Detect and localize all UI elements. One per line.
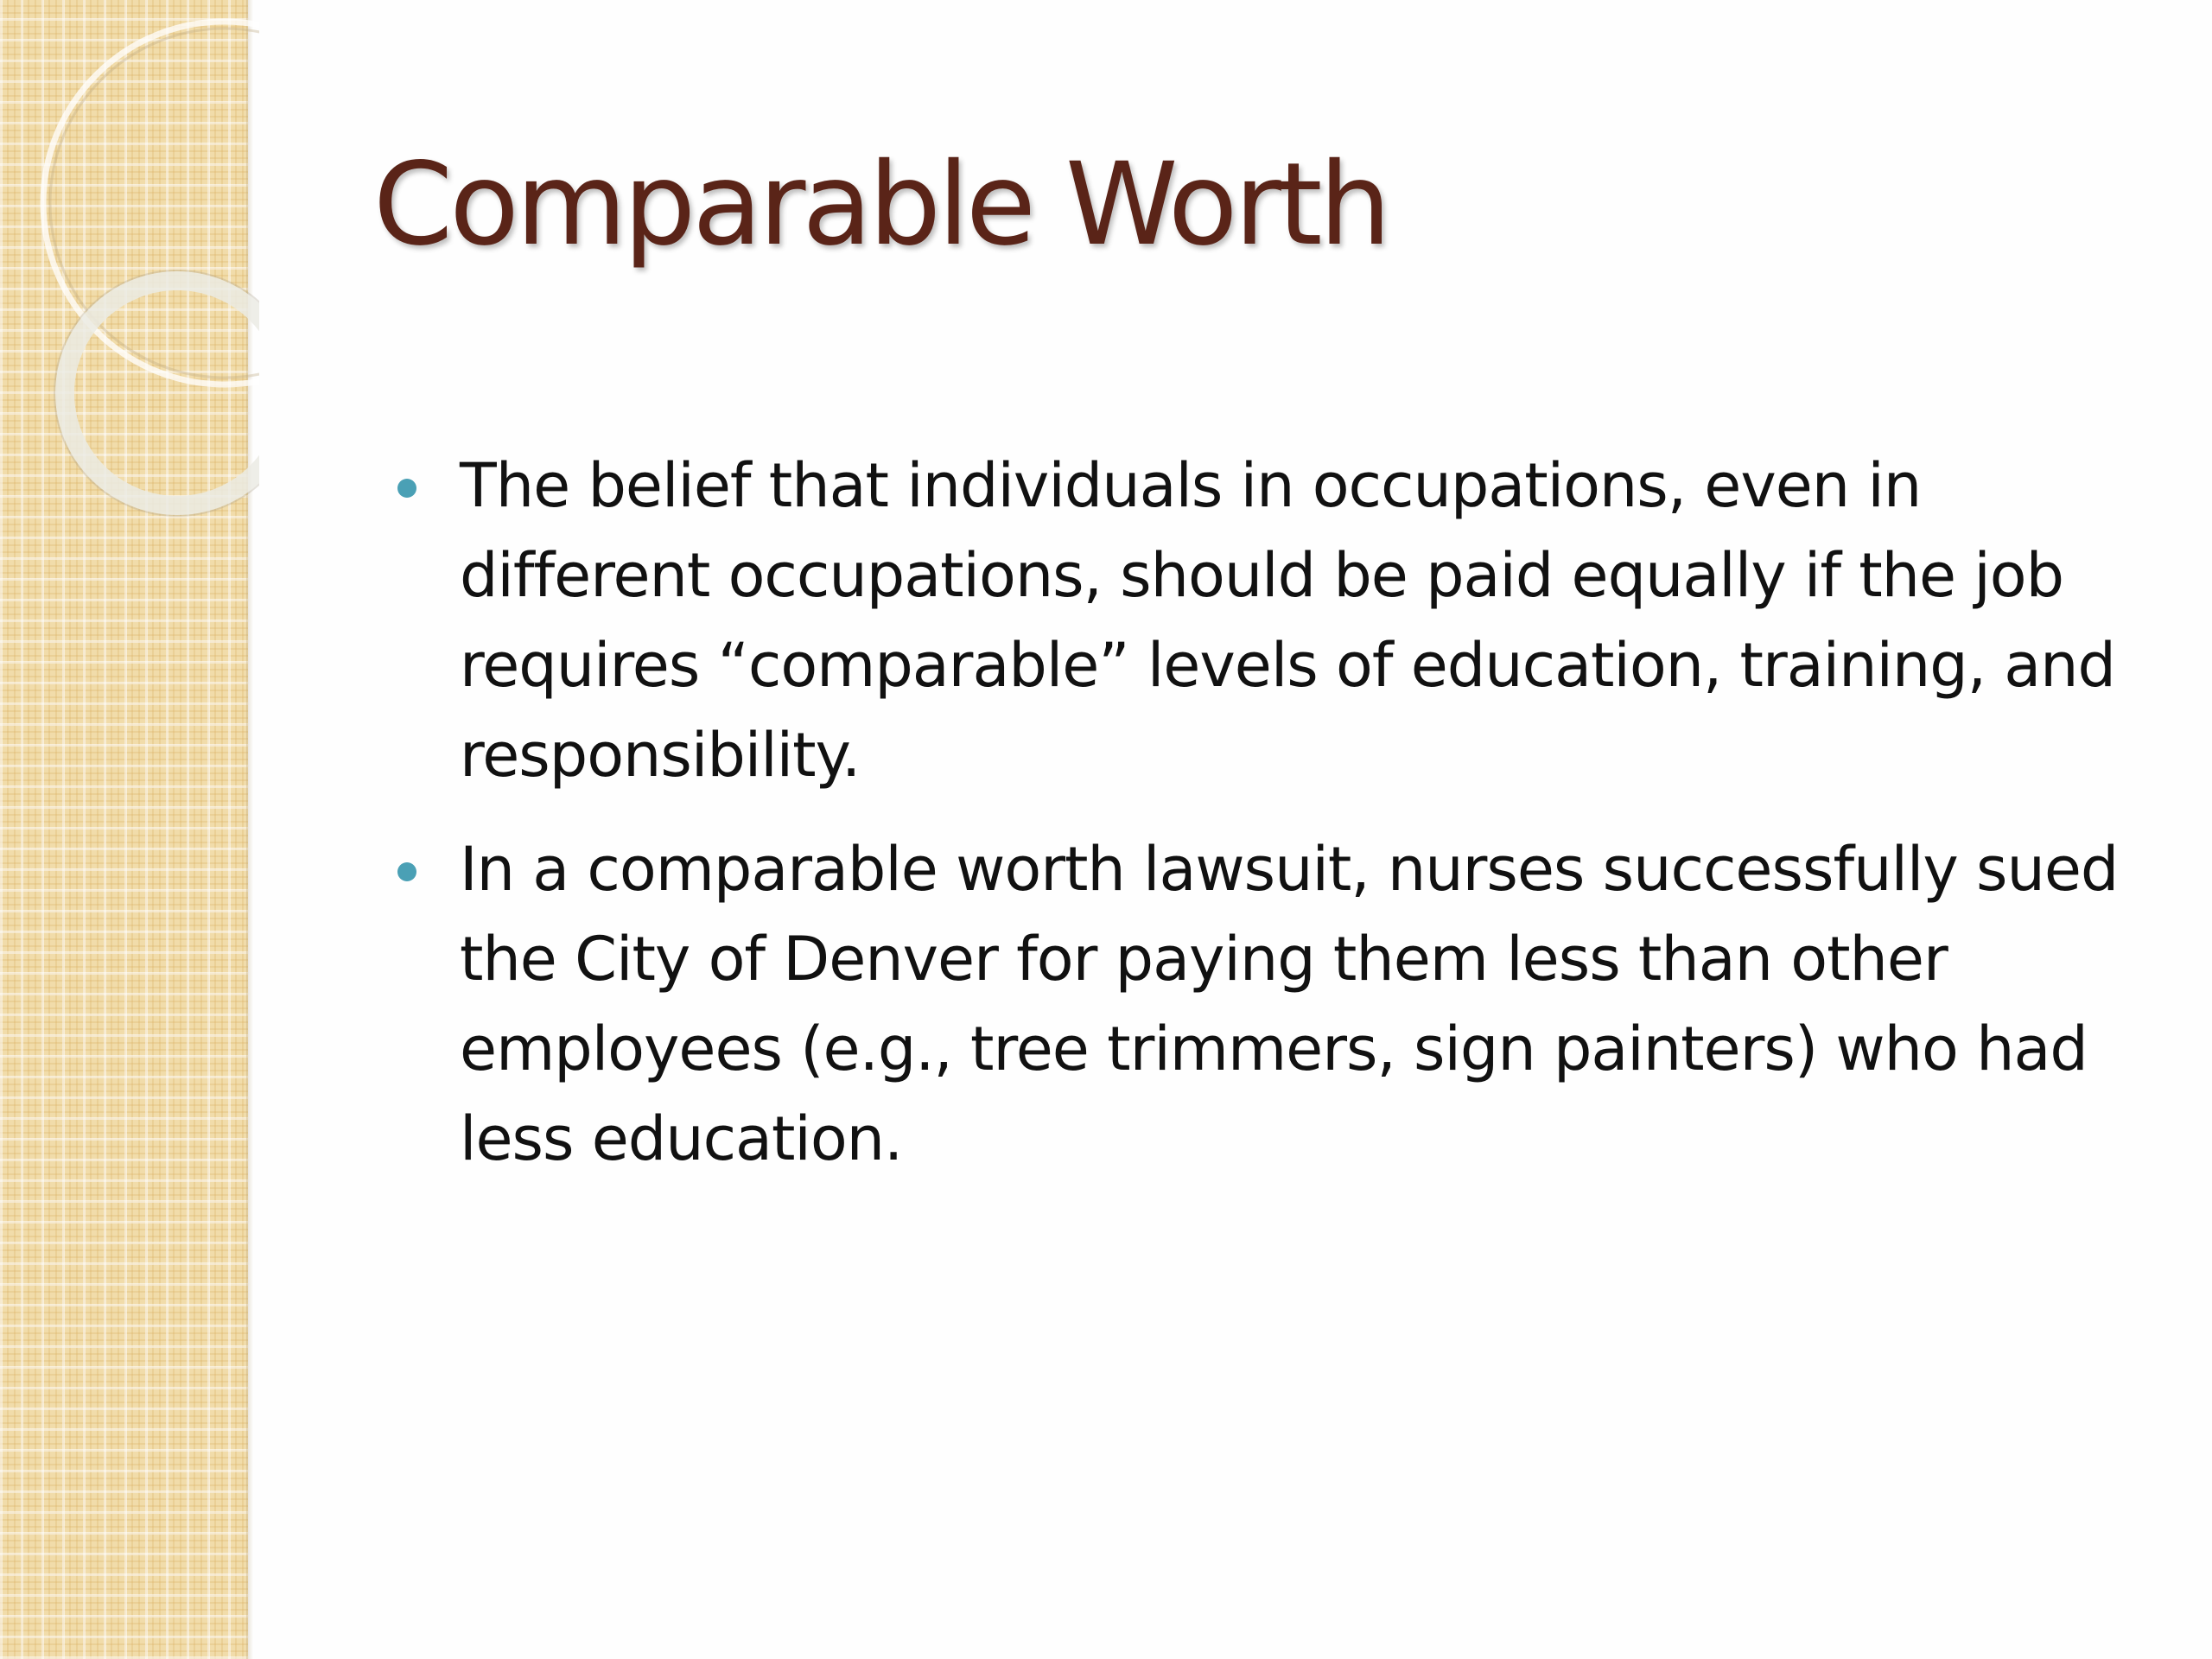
bullet-item xyxy=(373,824,2153,1184)
bullet-dot-icon xyxy=(397,479,416,498)
decorative-rings xyxy=(0,0,259,553)
bullet-text: In a comparable worth lawsuit, nurses successfully sued the City of Denver for paying them less than other employees (e.g., tree trimmers, sign painters) who had less education. xyxy=(460,834,2119,1174)
bullet-text: The belief that individuals in occupations, even in different occupations, should be paid equally if the job requires “comparable” levels of education, training, and responsibility. xyxy=(460,450,2115,791)
bullet-item xyxy=(373,441,2153,800)
slide-title: Comparable Worth xyxy=(373,138,1389,271)
bullet-list xyxy=(373,441,2153,1208)
small-ring xyxy=(65,281,259,505)
bullet-dot-icon xyxy=(397,862,416,881)
